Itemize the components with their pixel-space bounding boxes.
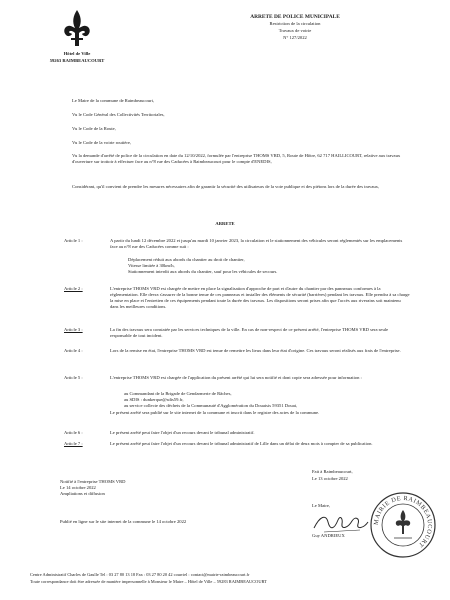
preamble-line: Vu le Code de la Route, — [72, 126, 116, 131]
preamble-request: Vu la demande d'arrêté de police de la circulation en date du 12/10/2022, formulée par l'entreprise THOMS VRD, 5, Route de Hôtre, 62 717 HAILLICOURT, relative aux travaux d'ouverture sur trottoir à effectuer face au n°8 rue des Caducées à Raimbeaucourt pour le compte d'ENEDIS, — [72, 153, 401, 164]
org-name: Hôtel de Ville — [63, 51, 91, 56]
decree-number: N° 127/2022 — [283, 35, 307, 40]
fleur-de-lis-logo — [58, 8, 96, 50]
decree-subtitle: Restriction de la circulation — [269, 21, 321, 26]
notification-line: Notifié à l'entreprise THOMS VRD — [60, 479, 126, 484]
notification-line: Le 14 octobre 2022 — [60, 485, 96, 490]
article-text: Le présent arrêté peut faire l'objet d'un recours devant le tribunal administratif de Lille dans un délai de deux mois à compter de sa publication. — [110, 441, 373, 446]
signature-place: Fait à Raimbeaucourt, — [312, 469, 353, 474]
decree-subtitle-2: Travaux de voirie — [278, 28, 312, 33]
article-text: La fin des travaux sera constatée par les services techniques de la ville. En cas de non-respect de ce présent arrêté, l'entreprise THOMS VRD sera seule responsable de tout incident. — [110, 327, 389, 338]
handwritten-signature — [310, 510, 372, 536]
article-label: Article 2 : — [64, 286, 83, 291]
preamble-line: Le Maire de la commune de Raimbeaucourt, — [72, 98, 155, 103]
article-text: Le présent arrêté sera publié sur le site internet de la commune et inscrit dans le registre des actes de la commune. — [110, 410, 320, 415]
signature-name: Guy ANDRIEUX — [312, 533, 345, 538]
notification-line: Ampliations et diffusion — [60, 491, 105, 496]
footer-correspondence: Toute correspondance doit être adressée de manière impersonnelle à Monsieur le Maire – Hôtel de Ville – 59283 RAIMBEAUCOURT — [30, 579, 267, 584]
article-bullet: Vitesse limitée à 30km/h, — [128, 263, 175, 268]
signature-date: Le 13 octobre 2022 — [312, 476, 348, 481]
decree-title: ARRETE DE POLICE MUNICIPALE — [250, 14, 340, 20]
article-label: Article 1 : — [64, 238, 83, 243]
article-text: Lors de la remise en état, l'entreprise THOMS VRD est tenue de remettre les lieux dans leur état d'origine. Ces travaux seront réalisés aux frais de l'entreprise. — [110, 348, 401, 353]
article-bullet: Déplacement réduit aux abords du chantier au droit de chantier, — [128, 257, 245, 262]
preamble-considering: Considérant, qu'il convient de prendre les mesures nécessaires afin de garantir la sécurité des utilisateurs de la voie publique et des piétons lors de la durée des travaux, — [72, 184, 380, 189]
org-address: 59263 RAIMBEAUCOURT — [49, 58, 105, 63]
article-text: L'entreprise THOMS VRD est chargée de mettre en place la signalisation d'approche de part et d'autre du chantier par des panneaux conformes à la réglementation. Elle devra s'assurer de la bonne tenue de ces panneaux et installer des éléments de sécurité (barrières) pendant les travaux. Elle prendra à sa charge la mise en place et l'entretien de ces équipements pendant toute la durée des travaux. Les dispositions seront prises afin que l'accès aux riverains soit maintenu dans les meilleures conditions. — [110, 286, 410, 309]
preamble-line: Vu le Code de la voirie routière, — [72, 140, 132, 145]
article-text: Le présent arrêté peut faire l'objet d'un recours devant le tribunal administratif. — [110, 430, 255, 435]
mairie-seal-stamp — [368, 490, 438, 560]
article-label: Article 6 : — [64, 430, 83, 435]
article-label: Article 5 : — [64, 375, 83, 380]
article-bullet: au service collecte des déchets de la Communauté d'Agglomération du Douaisis 59351 Douai, — [124, 403, 298, 408]
article-label: Article 4 : — [64, 348, 83, 353]
article-bullet: au SDIS : dunkerque@sdis59.fr, — [124, 397, 184, 402]
footer-contact: Centre Administratif Charles de Gaulle Tel : 03 27 80 13 18 Fax : 03 27 80 20 42 courriel : contact@mairie-raimbeaucourt.fr — [30, 572, 250, 577]
article-label: Article 3 : — [64, 327, 83, 332]
article-text: A partir du lundi 12 décembre 2022 et jusqu'au mardi 10 janvier 2023, la circulation et le stationnement des véhicules seront réglementés sur les emplacements face au n°8 rue des Caducées comme suit : — [110, 238, 403, 249]
svg-text:MAIRIE DE RAIMBEAUCOURT: MAIRIE DE RAIMBEAUCOURT — [372, 494, 434, 549]
article-bullet: au Commandant de la Brigade de Gendarmerie de Râches, — [124, 391, 232, 396]
article-bullet: Stationnement interdit aux abords du chantier, sauf pour les véhicules de secours. — [128, 269, 278, 274]
arrete-heading: ARRETE — [215, 221, 235, 226]
publication-note: Publié en ligne sur le site internet de la commune le 14 octobre 2022 — [60, 519, 187, 524]
signature-role: Le Maire, — [312, 503, 331, 508]
article-label: Article 7 : — [64, 441, 83, 446]
article-text: L'entreprise THOMS VRD est chargée de l'application du présent arrêté qui lui sera notifié et dont copie sera adressée pour information : — [110, 375, 362, 380]
preamble-line: Vu le Code Général des Collectivités Territoriales, — [72, 112, 165, 117]
